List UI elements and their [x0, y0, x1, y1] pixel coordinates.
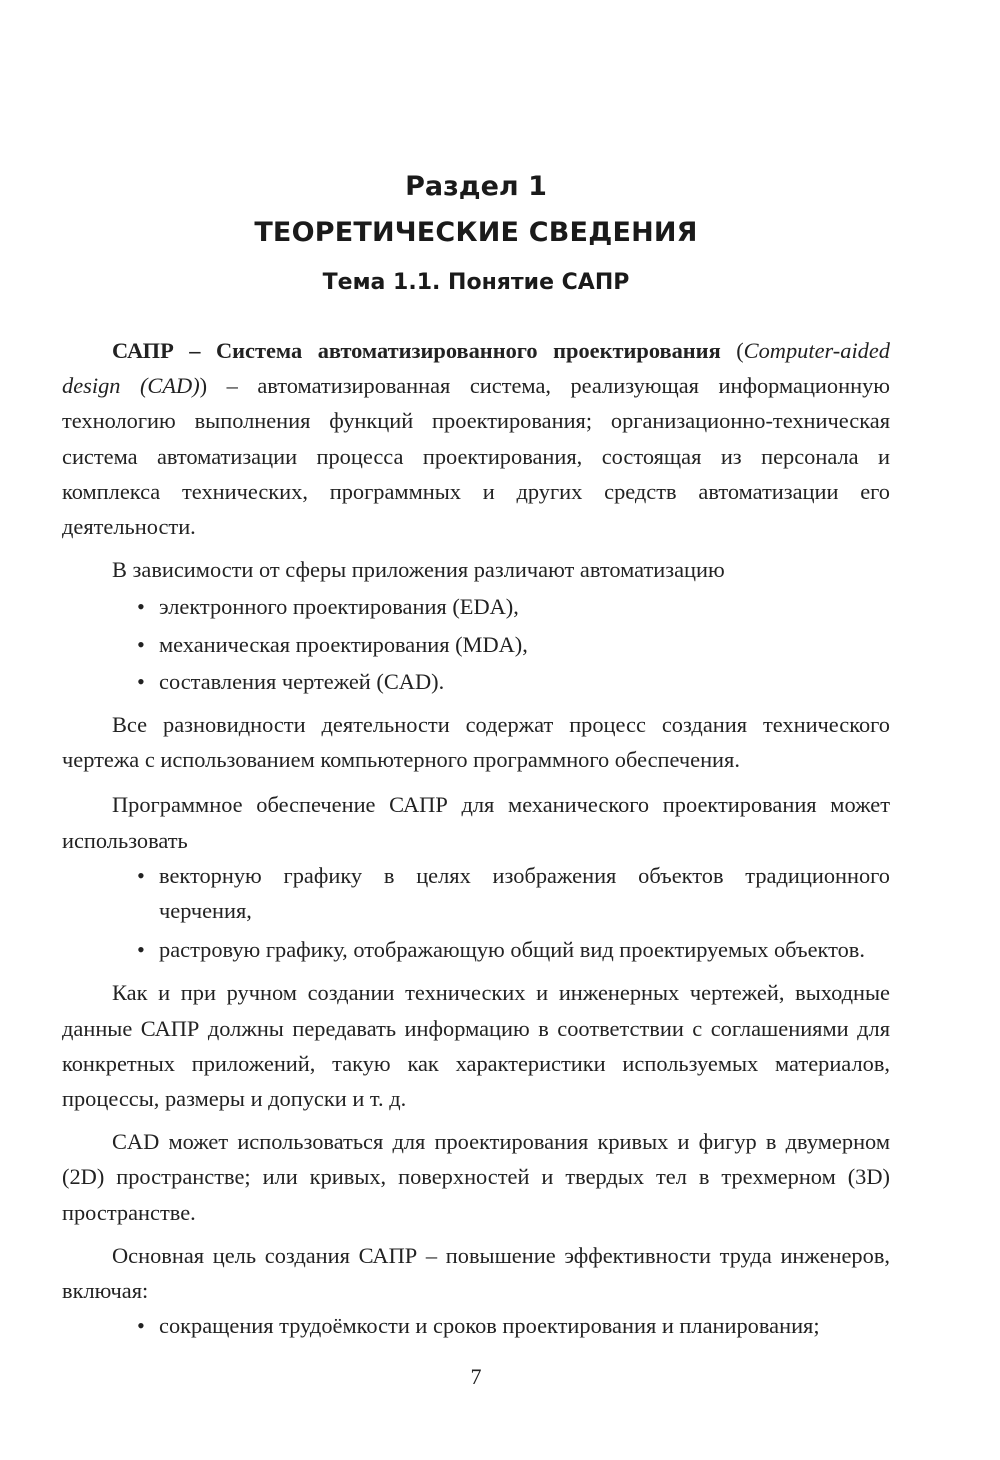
list-item: • механическая проектирования (MDA),: [159, 627, 890, 662]
bullet-icon: •: [137, 862, 145, 888]
bullet-icon: •: [137, 594, 145, 620]
list-item: • электронного проектирования (EDA),: [159, 589, 890, 624]
goal-list: [62, 1308, 890, 1343]
spheres-intro-paragraph: В зависимости от сферы приложения различают автоматизацию: [112, 557, 725, 583]
definition-rest: ) – автоматизированная система, реализующая информационную технологию выполнения функций проектирования; организационно-техническая система автоматизации процесса проектирования, состоящая из персонала и комплекса технических, программных и других средств автоматизации его деятельности.: [62, 373, 891, 540]
definition-term: САПР – Система автоматизированного проектирования: [112, 338, 721, 363]
software-intro-paragraph: Программное обеспечение САПР для механического проектирования может использовать: [62, 792, 890, 853]
section-title: ТЕОРЕТИЧЕСКИЕ СВЕДЕНИЯ: [254, 217, 698, 248]
section-heading: Раздел 1: [405, 171, 547, 202]
bullet-icon: •: [137, 631, 145, 657]
bullet-icon: •: [137, 1313, 145, 1339]
cad-usage-paragraph: CAD может использоваться для проектирования кривых и фигур в двумерном (2D) пространстве; или кривых, поверхностей и твердых тел в трехмерном (3D) пространстве.: [62, 1129, 890, 1225]
goal-intro-paragraph: Основная цель создания САПР – повышение эффективности труда инженеров, включая:: [62, 1242, 890, 1304]
definition-open-paren: (: [720, 338, 744, 363]
page-number: 7: [470, 1364, 482, 1389]
bullet-icon: •: [137, 937, 145, 963]
bullet-icon: •: [137, 668, 145, 694]
all-kinds-paragraph: Все разновидности деятельности содержат процесс создания технического чертежа с использованием компьютерного программного обеспечения.: [62, 712, 890, 773]
software-list: [62, 858, 890, 968]
list-item: • сокращения трудоёмкости и сроков проектирования и планирования;: [159, 1308, 890, 1343]
list-item: • растровую графику, отображающую общий вид проектируемых объектов.: [159, 932, 890, 967]
topic-heading: Тема 1.1. Понятие САПР: [322, 270, 630, 295]
body-text: [62, 333, 890, 1343]
definition-term-english: Computer-aided design (CAD): [62, 338, 890, 399]
manual-drawing-paragraph: Как и при ручном создании технических и инженерных чертежей, выходные данные САПР должны передавать информацию в соответствии с соглашениями для конкретных приложений, такую как характеристики используемых материалов, процессы, размеры и допуски и т. д.: [62, 980, 890, 1112]
list-item: • векторную графику в целях изображения объектов традиционного черчения,: [159, 858, 890, 928]
list-item: • составления чертежей (CAD).: [159, 664, 890, 699]
definition-paragraph: [62, 333, 890, 544]
spheres-list: [62, 589, 890, 699]
